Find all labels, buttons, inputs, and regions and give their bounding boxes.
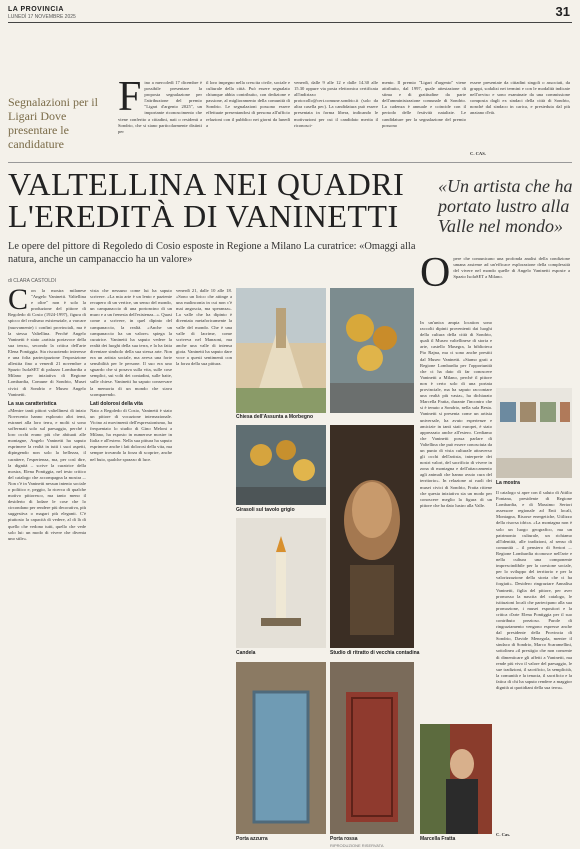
photo-studio-ritratto xyxy=(330,425,414,648)
caption-fratta: Marcella Fratta xyxy=(420,836,456,842)
main-drop-cap: C xyxy=(8,288,29,316)
article-col-2: vista che nessuno come lui ha saputo scrivere. «La mia arte è un lento e paziente recupero di un vertice, un senso del mondo, un campanaccio di una portoncino di un muro e a un frenesia dell'esistenza...». Quasi come a scrivere, in quel dipinto del campanaccio, la realtà. «Anche un campanaccio ha un valore» spiega la curatrice. Vaninetti ha saputo vedere la realtà dei luoghi della sua terra, e la ha fatta diventare simbolo della sua stessa arte. Non era un artista sociale, ma aveva una forte sensibilità per le persone. Il suo era uno sguardo che si posava sulla vita, sulle cose semplici, sui volti dei contadini, sulle baite, sulle chiese. Vaninetti ha saputo conservare la memoria di un mondo che stava scomparendo. Lati dolorosi della vita Nato a Regoledo di Cosio, Vaninetti è stato un pittore di vocazione internazionale. Vicino ai movimenti dell'espressionismo, ha frequentato lo studio di Gino Meloni a Milano, ha esposto in numerose mostre in Italia e all'estero. Nella sua pittura ha saputo esprimere anche i lati dolorosi della vita, ma sempre trovando la forza di scoprire, anche nel buio, qualche sprazzo di luce. xyxy=(90,288,172,462)
sidebar-title: Segnalazioni per il Ligari Dove presentare le candidature xyxy=(8,95,98,151)
sidebar-col-4: mento. Il premio "Ligari d'argento" viene attribuito, dal 1997, quale attestazione di stima e di gratitudine da parte dell'amministrazione comunale di Sondrio. La cadenza è annuale e coincide con il periodo delle festività natalizie. Le candidature per la segnalazione del premio possono xyxy=(382,80,466,128)
photo-candela xyxy=(236,518,326,648)
caption-porta-azzurra: Porta azzurra xyxy=(236,836,268,842)
sidebar-signature: C. CAS. xyxy=(470,151,486,156)
article-col-3: venerdì 21, dalle 10 alle 18. «Sono un lirico che attinge a una malinconia in cui non c'è mai angoscia, ma speranza». La valle che ha dipinto è diventata metaforicamente la valle del mondo. Che è una valle di lacrime, come scriveva nel Manzoni, ma anche una valle di intensa gioia. Vaninetti ha saputo dare voce a questi sentimenti con la forza della sua pittura. xyxy=(176,288,232,367)
photo-marcella-fratta xyxy=(420,724,492,834)
header-rule xyxy=(8,22,572,23)
main-subtitle: Le opere del pittore di Regoledo di Cosio esposte in Regione a Milano La curatrice: «Omaggi alla natura, anche un campanaccio ha un valore» xyxy=(8,241,416,265)
main-signature: C. Cas. xyxy=(496,832,511,837)
pull-quote: «Un artista che ha portato lustro alla Valle nel mondo» xyxy=(438,176,573,236)
caption-candela: Candela xyxy=(236,650,256,656)
photo-girasoli xyxy=(330,288,414,413)
section-heading-lati-dolorosi: Lati dolorosi della vita xyxy=(90,400,143,407)
section-heading-caratteristica: La sua caratteristica xyxy=(8,400,57,407)
footer-copyright: RIPRODUZIONE RISERVATA xyxy=(330,843,384,848)
newspaper-name: LA PROVINCIA xyxy=(8,6,64,13)
sidebar-drop-cap: F xyxy=(118,80,142,120)
photo-mostra xyxy=(496,388,572,478)
sidebar-col-3: venerdì, dalle 9 alle 12 e dalle 14.30 alle 15.30 oppure via posta elettronica certificata all'indirizzo protocollo@cert.comune.sondrio.it (solo da altra casella pec). La candidatura può essere presentata in forma libera, indicando le motivazioni per cui il candidato merita il riconosci- xyxy=(294,80,378,128)
caption-studio: Studio di ritratto di vecchia contadina xyxy=(330,650,420,656)
article-col-4: In un'unica ampia location sono raccolti dipinti provenienti dai luoghi della cultura della città di Sondrio, quali il Museo valtellinese di storia e arte, castello Masegra, la biblioteca Pio Rajna, ma ci sono anche prestiti dal Museo Vaninetti. «Siamo grati a Regione Lombardia per l'opportunità che ci ha dato di far conoscere Vaninetti a Milano, perché il pittore non è certo solo di una portata provinciale, ma ha saputo raccontare una realtà più vasta», ha dichiarato Marcella Fratta, durante l'incontro che si è tenuto a Sondrio, nella sala Besta. Vaninetti si presenta come un artista universale, ha avuto esperienze e amicizie in tanti stati europei, è stato apprezzato anche all'estero. Crediamo che Vaninetti possa parlare di Valtellina che può essere conosciuta da un punto di vista culturale attraverso gli occhi dell'artista, interprete dei nostri valori, del sacrificio di vivere in zona di montagna e dell'attaccamento agli animali che hanno avuto cura del territorio». In relazione ai ruoli dei musei civici di Sondrio, Fratta ritiene che questa iniziativa sia un modo per conoscere meglio la figura di un pittore che ha dato lustro alla Valle. xyxy=(420,320,492,508)
photo-girasoli-2 xyxy=(236,425,326,505)
caption-porta-rossa: Porta rossa xyxy=(330,836,358,842)
sidebar-col-1: Fino a mercoledì 17 dicembre è possibile presentare la proposta segnalazione per l'attribuzione del premio "Ligari d'argento 2025", un importante riconoscimento che viene conferito a cittadini, nati o residenti a Sondrio, che si siano particolarmente distinti per xyxy=(118,80,202,134)
photo-porta-azzurra xyxy=(236,662,326,834)
caption-girasoli: Girasoli sul tavolo grigio xyxy=(236,507,295,513)
caption-chiesa: Chiesa dell'Assunta a Morbegno xyxy=(236,414,314,420)
photo-chiesa xyxy=(236,288,326,413)
sidebar-col-5: essere presentate da cittadini singoli o associati, da gruppi, sodalizi nei termini e con le modalità indicate nell'avviso e sono esaminate da una commissione composta dagli ex sindaci della città di Sondrio, nonché dal sindaco in carica, e presieduta dal più anziano d'età. xyxy=(470,80,570,116)
article-col-5: Il catalogo si apre con il saluto di Attilio Fontana, presidente di Regione Lombardia, e di Massimo Sertori assessore regionale ad Enti locali, Montagna, Risorse energetiche, Utilizzo della risorsa idrica. «La montagna non è solo un luogo geografico, ma un patrimonio culturale, un richiamo all'identità, alle tradizioni, al senso di comunità – il pensiero di Sertori –. Regione Lombardia riconosce nell'arte e nella cultura una componente imprescindibile per la coesione sociale, per lo sviluppo del territorio e per la valorizzazione della storia che ci ha forgiati». Desidero ringraziare Annalisa Vaninetti, figlia del pittore, per aver promosso la nascita del catalogo, le istituzioni locali che partecipano alla sua promozione, i musei espositori e la critica d'arte Elena Pontiggia per il suo contributo prezioso. Parole di ringraziamento vengono espresse anche dal presidente della Provincia di Sondrio, Davide Menegola, mentre il sindaco di Sondrio, Marco Scaramellini, sottolinea «il prestigio che non consente di dimenticare gli affetti a Vaninetti, ma rende più vivo il valore del paesaggio, le sue tradizioni, il sacrificio, la semplicità, la comunità e la tenacia, il sacrificio e la fatica di chi ha saputo rendere a maggior dignità ai quotidiani della sua terra». xyxy=(496,490,572,690)
sidebar-col-2: il loro impegno nella crescita civile, sociale e culturale della città. Può essere segnalato chiunque abbia contribuito, con dedizione e passione, al miglioramento della comunità di Sondrio. Le segnalazioni possono essere effettuate presentandosi di persona all'ufficio relazioni con il pubblico nei giorni da lunedì a xyxy=(206,80,290,128)
byline: di CLARA CASTOLDI xyxy=(8,278,56,284)
photo-porta-rossa xyxy=(330,662,414,834)
page-number: 31 xyxy=(555,4,570,19)
publication-date: LUNEDÌ 17 NOVEMBRE 2025 xyxy=(8,14,76,20)
main-headline: VALTELLINA NEI QUADRI L'EREDITÀ DI VANINETTI xyxy=(8,166,405,234)
section-rule xyxy=(8,162,572,163)
article-col-4-top: Opere che comunicano una profonda analisi della condizione umana assieme ad un'efficace esplorazione della complessità del vivere nel mondo quelle di Angelo Vaninetti esposte a Spazio IsolaSET a Milano. xyxy=(420,256,570,296)
right-drop-cap: O xyxy=(420,256,451,296)
caption-mostra: La mostra xyxy=(496,480,520,486)
article-col-1: Con la mostra milanese "Angelo Vaninetti. Valtellina e oltre" non è solo la produzione del pittore di Regoledo di Cosio (1924-1997), figura di spicco del realismo esistenziale, a varcare (nuovamente) i confini provinciali, ma è la stessa Valtellina. Perché Angelo Vaninetti è stato «artista portavoce della sua terra», secondo la critica dell'arte Elena Pontiggia. Sta riscuotendo interesse e una folta partecipazione l'esposizione allestita fino a venerdì 21 novembre a Spazio IsolaSET di palazzo Lombardia a Milano per iniziativa di Regione Lombardia, Comune di Sondrio, Musei civici di Sondrio e Museo Angelo Vaninetti. La sua caratteristica «Mentre tanti pittori valtellinesi di inizio Novecento hanno esplorato altri temi, estranei alla loro terra, e molti si sono soffermati solo sul paesaggio, perché i loro occhi erano più che abituati alle montagne, Angelo Vaninetti ha saputo esprimere la realtà in tutti i suoi aspetti, dipingendo non solo la bellezza, il carattere, l'esperienza, ma, per così dire, la dignità – scrive la curatrice della mostra, Elena Pontiggia, nel testo critico del catalogo che accompagna la mostra –. Non c'è in Vaninetti nessun intento sociale o politico e, peggio, la ricerca di qualche motivo pittoresco, ma tanto meno il desiderio di lodare le cose che lo circondano per rendere più decorativa, più suggestiva o magari più eleganti. C'è piuttosto la capacità di vedere, al di là di quello che vedono tutti, quello che vede solo lui: un modo di vivere che diventa uno stile». xyxy=(8,288,86,541)
